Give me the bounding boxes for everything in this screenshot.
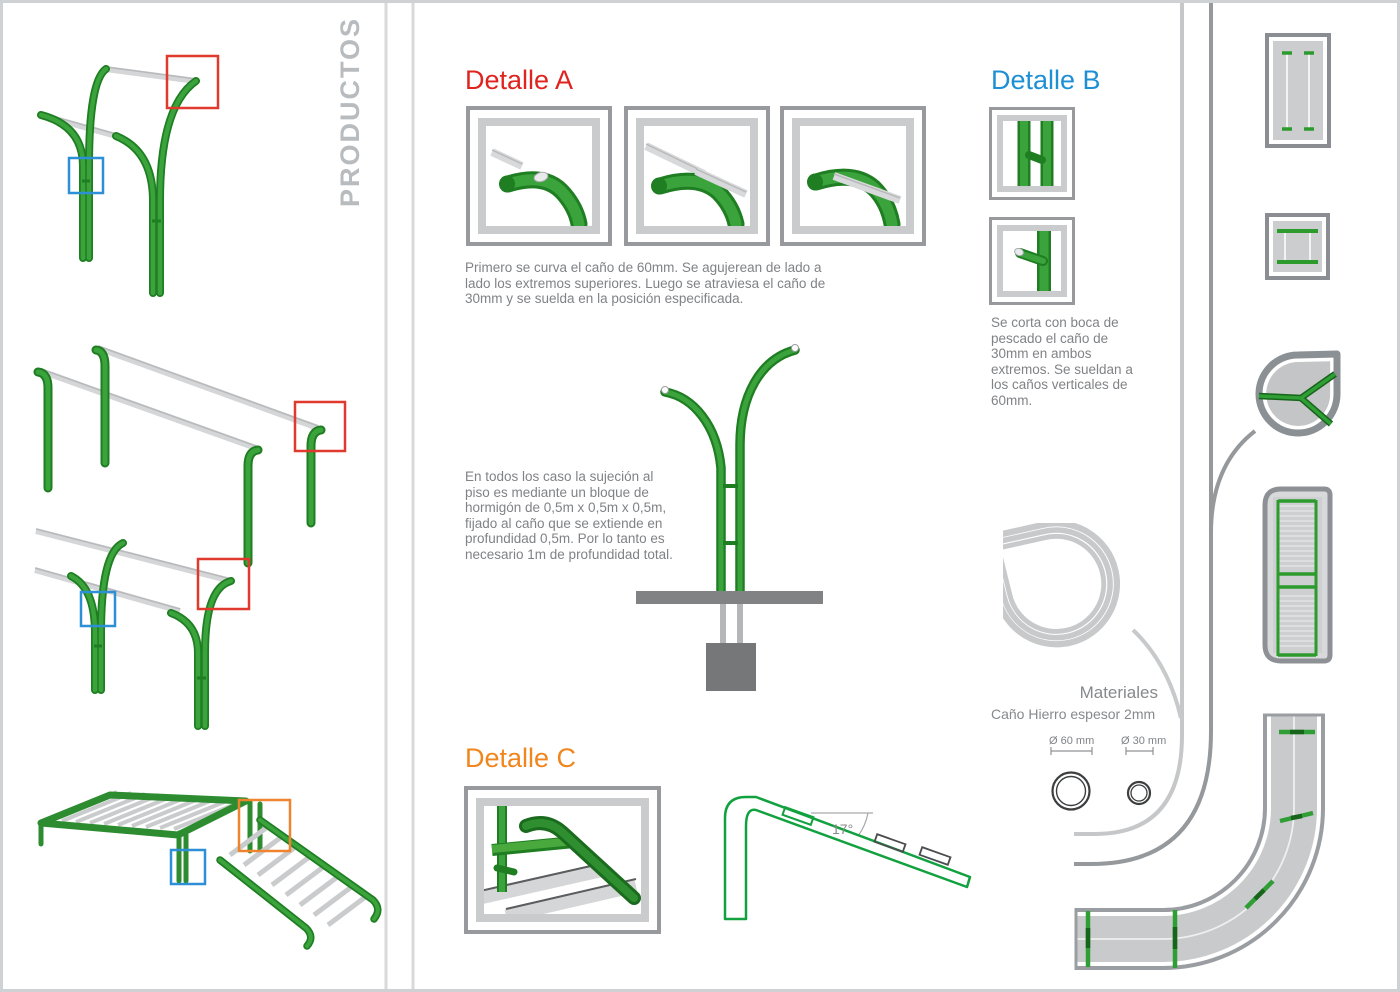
curved-pipe-band-diagram	[1043, 703, 1400, 992]
detalle-b-description: Se corta con boca de pescado el caño de 30mm en ambos extremos. Se sueldan a los caños verticales de 60mm.	[991, 315, 1133, 408]
detalle-b-image-1	[997, 115, 1067, 192]
detalle-a-image-2	[636, 118, 758, 234]
pole-foundation-illustration	[621, 333, 891, 703]
detalle-a-frame-3	[780, 106, 926, 246]
detalle-a-frame-2	[624, 106, 770, 246]
foundation-description: En todos los caso la sujeción al piso es mediante un bloque de hormigón de 0,5m x 0,5m x 0,5m, fijado al caño que se extiende en profundidad 0,5m. Por lo tanto es necesario 1m de profundidad total.	[465, 469, 673, 562]
topview-drop-diagram	[1249, 344, 1349, 444]
detalle-a-image-1	[478, 118, 600, 234]
topview-pullup-diagram	[1265, 33, 1331, 148]
detalle-a-description: Primero se curva el caño de 60mm. Se agujerean de lado a lado los extremos superiores. Luego se atraviesa el caño de 30mm y se suelda en la posición especificada.	[465, 260, 826, 306]
product-render-pullup-bars	[18, 31, 363, 316]
detalle-a-image-3	[792, 118, 914, 234]
diameter-30-label: Ø 30 mm	[1121, 735, 1167, 747]
materials-subtitle: Caño Hierro espesor 2mm	[991, 706, 1156, 722]
diameter-60-label: Ø 60 mm	[1049, 735, 1095, 747]
products-vertical-label: PRODUCTOS	[335, 16, 365, 207]
detalle-c-frame	[464, 786, 661, 934]
detalle-a-title: Detalle A	[465, 65, 574, 95]
detalle-a-frame-1	[466, 106, 612, 246]
detalle-b-frame-1	[989, 107, 1075, 200]
product-render-situp-bench	[18, 778, 393, 983]
detalle-c-image	[476, 798, 649, 922]
detalle-c-title: Detalle C	[465, 743, 577, 773]
product-render-low-bars	[18, 518, 363, 743]
topview-bench-diagram	[1261, 486, 1335, 666]
angle-value-label: 17°	[832, 821, 854, 837]
topview-parallel-bars-diagram	[1265, 213, 1330, 280]
detalle-b-frame-2	[989, 217, 1075, 305]
bent-pipe-angle-drawing	[711, 786, 1006, 936]
detalle-b-title: Detalle B	[991, 65, 1101, 95]
detalle-b-image-2	[997, 225, 1067, 297]
materials-title: Materiales	[1079, 683, 1158, 702]
